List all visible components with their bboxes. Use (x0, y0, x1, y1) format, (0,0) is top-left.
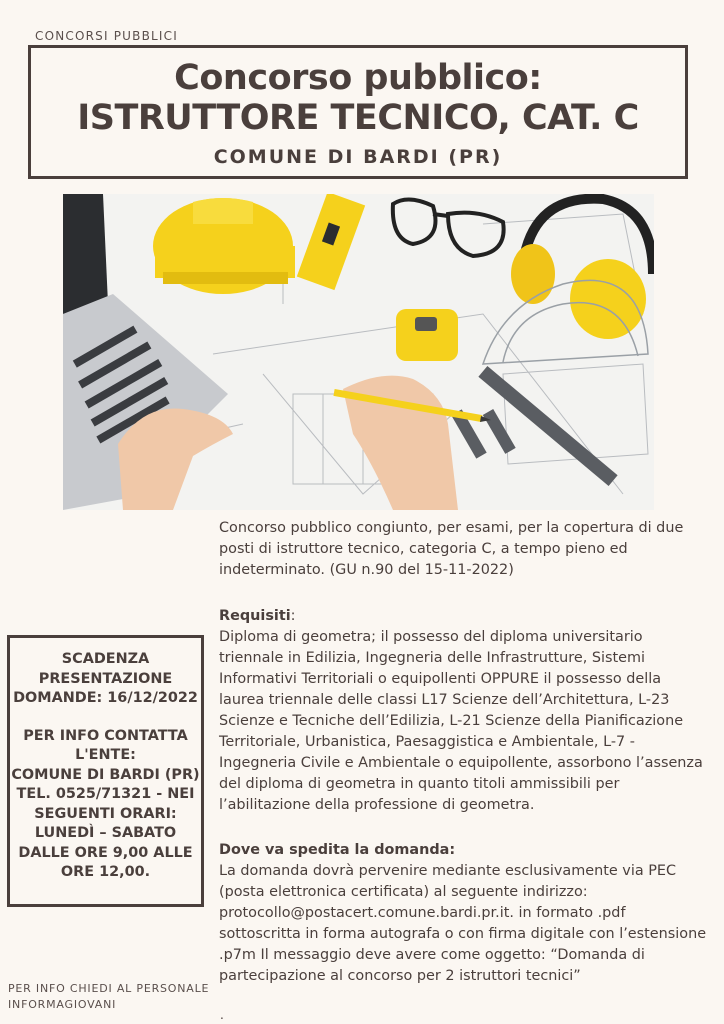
contact-line-2: L'ENTE: (75, 747, 136, 763)
contact-line-5: SEGUENTI ORARI: (34, 805, 177, 822)
contact-line-6: LUNEDÌ – SABATO (34, 825, 177, 841)
contact-line-7: DALLE ORE 9,00 ALLE (18, 844, 193, 861)
requirements-text: Diploma di geometra; il possesso del diploma universitario triennale in Edilizia, Ingegneria delle Infrastrutture, Sistemi Informativi Territoriali o equipollenti OPPURE il possesso della laurea triennale delle classi L17 Scienze dell’Architettura, L-23 Scienze e Tecniche dell’Edilizia, L-21 Scienze della Pianificazione Territoriale, Urbanistica, Paesaggistica e Ambientale, L-7 - Ingegneria Civile e Ambientale o equipollente, assorbono l’assenza del diploma di geometra in quanto titoli ammissibili per l’abilitazione della professione di geometra. (219, 629, 703, 813)
intro-text: Concorso pubblico congiunto, per esami, per la copertura di due posti di istruttore tecnico, categoria C, a tempo pieno ed indeterminato. (GU n.90 del 15-11-2022) (219, 520, 684, 578)
requirements-heading-colon: : (290, 608, 296, 624)
deadline-line-3: DOMANDE: 16/12/2022 (13, 690, 198, 706)
application-section (219, 840, 709, 987)
title-box (28, 45, 688, 179)
category-label: CONCORSI PUBBLICI (35, 29, 178, 43)
trailing-dot: . (220, 1008, 224, 1022)
contact-line-1: PER INFO CONTATTA (23, 727, 188, 744)
page-subtitle: COMUNE DI BARDI (PR) (213, 146, 503, 168)
deadline-line-1: SCADENZA (61, 651, 150, 667)
contact-line-4: TEL. 0525/71321 - NEI (16, 786, 195, 802)
contact-line-3: COMUNE DI BARDI (PR) (11, 766, 200, 783)
application-heading: Dove va spedita la domanda: (219, 842, 456, 858)
tape-measure-icon (396, 309, 458, 361)
page-title: Concorso pubblico: (174, 58, 542, 98)
requirements-section (219, 606, 709, 816)
contact-line-8: ORE 12,00. (60, 864, 151, 880)
application-text: La domanda dovrà pervenire mediante esclusivamente via PEC (posta elettronica certificata) al seguente indirizzo: protocollo@postacert.comune.bardi.pr.it. in formato .pdf sottoscritta in forma autografa o con firma digitale con l’estensione .p7m Il messaggio deve avere come oggetto: “Domanda di partecipazione al concorso per 2 istruttori tecnici” (219, 863, 707, 984)
info-box (7, 635, 204, 907)
construction-tools-photo (63, 194, 654, 510)
footer-note: PER INFO CHIEDI AL PERSONALE INFORMAGIOVANI (8, 982, 210, 1011)
requirements-heading: Requisiti (219, 608, 291, 624)
deadline-line-2: PRESENTAZIONE (38, 670, 173, 687)
page-title-position: ISTRUTTORE TECNICO, CAT. C (77, 98, 639, 138)
